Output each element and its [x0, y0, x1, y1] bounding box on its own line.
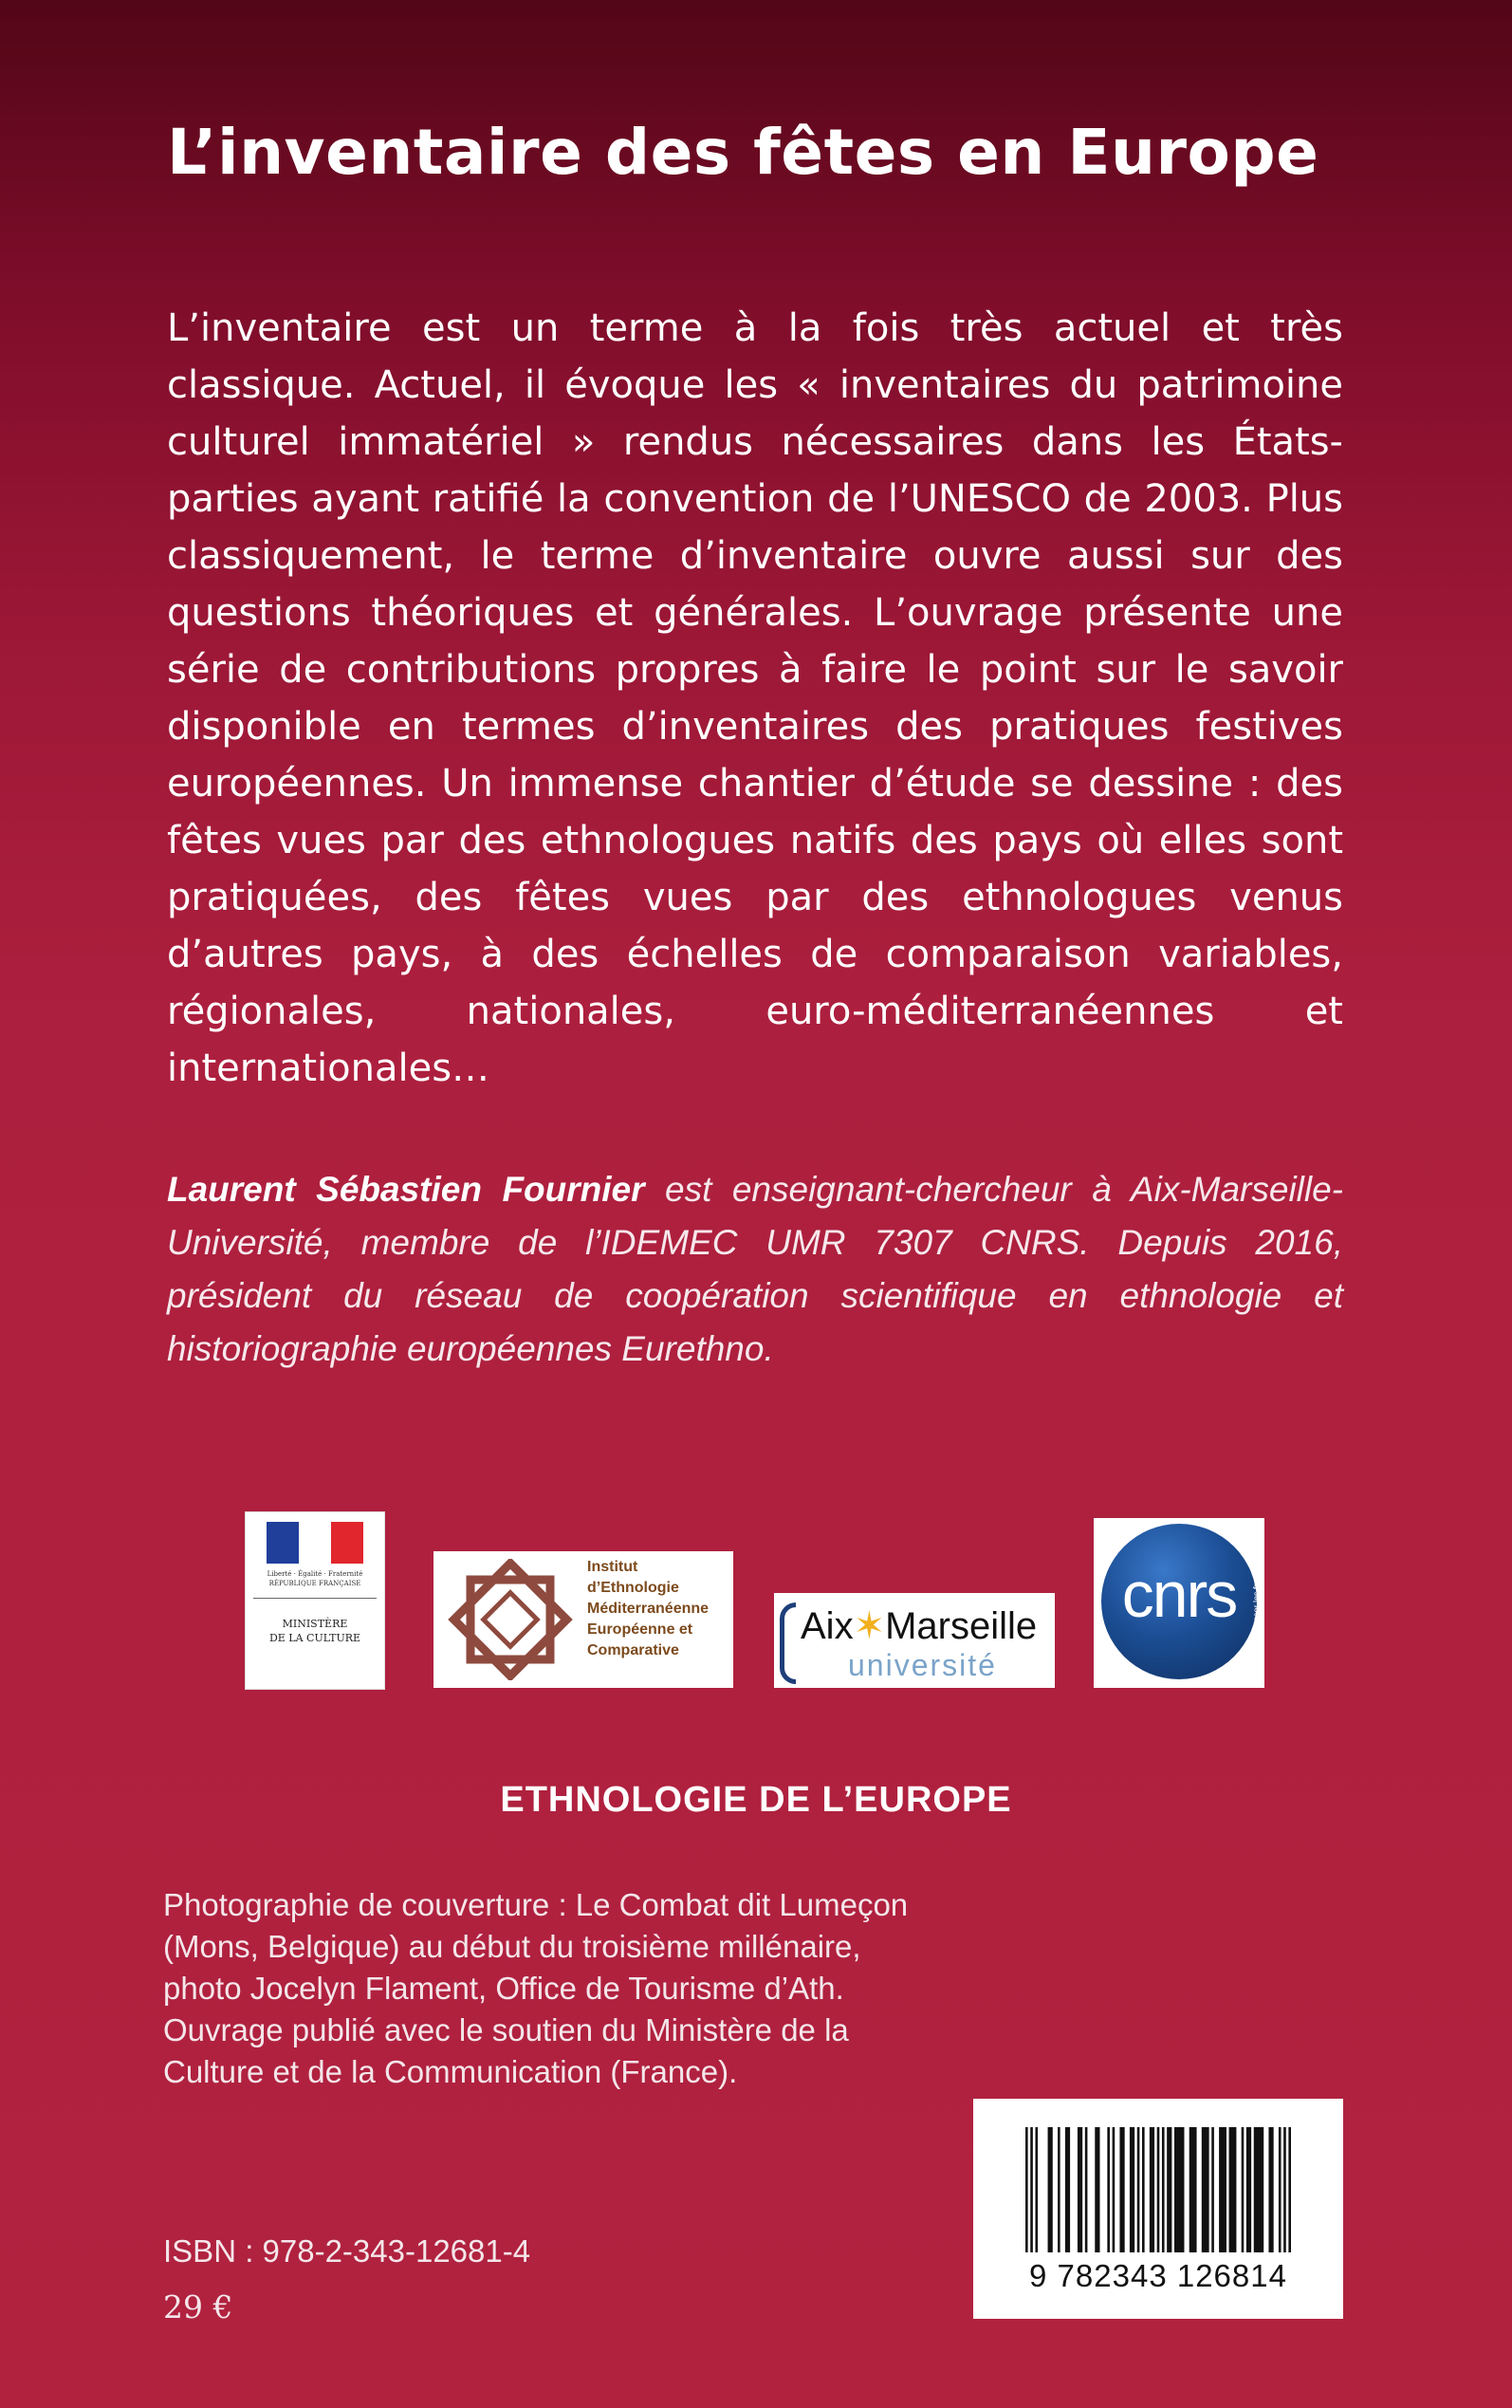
barcode-digits: 9 782343 126814	[1029, 2258, 1287, 2293]
barcode-bar	[1107, 2127, 1110, 2252]
barcode-bar	[1279, 2127, 1282, 2252]
ministry-line-2: DE LA CULTURE	[268, 1632, 361, 1644]
barcode-bar	[1119, 2127, 1124, 2252]
cnrs-logo	[1094, 1518, 1264, 1688]
barcode-bar	[1254, 2127, 1263, 2252]
barcode-bar	[1130, 2127, 1134, 2252]
barcode-bar	[1211, 2127, 1214, 2252]
idemec-line: d’Ethnologie	[587, 1580, 679, 1596]
barcode-bar	[1189, 2127, 1197, 2252]
barcode-bar	[1048, 2127, 1053, 2252]
amu-universite: université	[848, 1648, 997, 1682]
barcode-bar	[1095, 2127, 1099, 2252]
barcode-bar	[1219, 2127, 1226, 2252]
barcode-bar	[1268, 2127, 1273, 2252]
cnrs-tagline: dépasser les frontières	[1251, 1553, 1262, 1640]
barcode-bar	[1035, 2127, 1038, 2252]
credit-line: (Mons, Belgique) au début du troisième millénaire,	[163, 1929, 861, 1964]
barcode	[973, 2099, 1343, 2319]
republic-motto: Liberté · Égalité · Fraternité	[267, 1570, 363, 1578]
barcode-bar	[1246, 2127, 1251, 2252]
amu-marseille: Marseille	[885, 1605, 1038, 1647]
barcode-bar	[1174, 2127, 1184, 2252]
idemec-logo	[433, 1551, 733, 1688]
price: 29 €	[163, 2288, 233, 2325]
barcode-bar	[1167, 2127, 1171, 2252]
aix-marseille-universite-logo	[774, 1593, 1055, 1688]
barcode-bar	[1085, 2127, 1088, 2252]
isbn: ISBN : 978-2-343-12681-4	[163, 2233, 531, 2269]
republic-label: RÉPUBLIQUE FRANÇAISE	[268, 1580, 361, 1587]
barcode-bar	[1150, 2127, 1154, 2252]
amu-star-icon: ✶	[853, 1605, 886, 1647]
barcode-bar	[1025, 2127, 1028, 2252]
author-name: Laurent Sébastien Fournier	[167, 1170, 645, 1209]
barcode-bar	[1030, 2127, 1033, 2252]
barcode-bar	[1078, 2127, 1082, 2252]
barcode-bar	[1157, 2127, 1160, 2252]
barcode-bar	[1142, 2127, 1145, 2252]
idemec-line: Méditerranéenne	[587, 1601, 710, 1617]
author-bio-block	[167, 1163, 1343, 1376]
barcode-bar	[1058, 2127, 1060, 2252]
barcode-bars-icon	[1025, 2127, 1291, 2252]
idemec-line: Institut	[587, 1559, 638, 1575]
barcode-bar	[1229, 2127, 1237, 2252]
author-bio: est enseignant-chercheur à Aix-Marseille-Université, membre de l’IDEMEC UMR 7307 CNRS. Depuis 2016, président du réseau de coopération scientifique en ethnologie et historiographie européennes Eurethno.	[167, 1170, 1344, 1368]
credit-line: photo Jocelyn Flament, Office de Tourisme d’Ath.	[163, 1971, 844, 2006]
idemec-line: Européenne et	[587, 1621, 693, 1638]
ministere-culture-logo	[245, 1511, 385, 1690]
barcode-bar	[1113, 2127, 1116, 2252]
book-title: L’inventaire des fêtes en Europe	[167, 116, 1319, 189]
credit-line: Ouvrage publié avec le soutien du Ministère de la	[163, 2012, 849, 2047]
amu-aix: Aix	[801, 1605, 854, 1647]
cover-credits	[163, 1884, 1017, 2093]
idemec-line: Comparative	[587, 1642, 679, 1658]
french-flag-icon	[267, 1522, 363, 1564]
cnrs-wordmark: cnrs	[1121, 1559, 1237, 1631]
book-abstract: L’inventaire est un terme à la fois très actuel et très classique. Actuel, il évoque les « inventaires du patrimoine culturel immatériel » rendus nécessaires dans les États-parties ayant ratifié la convention de l’UNESCO de 2003. Plus classiquement, le terme d’inventaire ouvre aussi sur des questions théoriques et générales. L’ouvrage présente une série de contributions propres à faire le point sur le savoir disponible en termes d’inventaires des pratiques festives européennes. Un immense chantier d’étude se dessine : des fêtes vues par des ethnologues natifs des pays où elles sont pratiquées, des fêtes vues par des ethnologues venus d’autres pays, à des échelles de comparaison variables, régionales, nationales, euro-méditerranéennes et internationales…	[167, 306, 1343, 1090]
credit-line: Photographie de couverture : Le Combat dit Lumeçon	[163, 1887, 909, 1922]
barcode-bar	[1065, 2127, 1070, 2252]
ministry-line-1: MINISTÈRE	[282, 1618, 348, 1630]
credit-line: Culture et de la Communication (France).	[163, 2054, 738, 2089]
barcode-bar	[1137, 2127, 1140, 2252]
barcode-bar	[1162, 2127, 1165, 2252]
barcode-bar	[1242, 2127, 1245, 2252]
collection-name: ETHNOLOGIE DE L’EUROPE	[500, 1780, 1012, 1820]
amu-bracket-icon	[780, 1602, 796, 1684]
barcode-bar	[1283, 2127, 1286, 2252]
idemec-emblem-icon	[439, 1559, 581, 1680]
barcode-bar	[1288, 2127, 1291, 2252]
barcode-bar	[1202, 2127, 1209, 2252]
cnrs-disc-icon	[1101, 1524, 1262, 1679]
